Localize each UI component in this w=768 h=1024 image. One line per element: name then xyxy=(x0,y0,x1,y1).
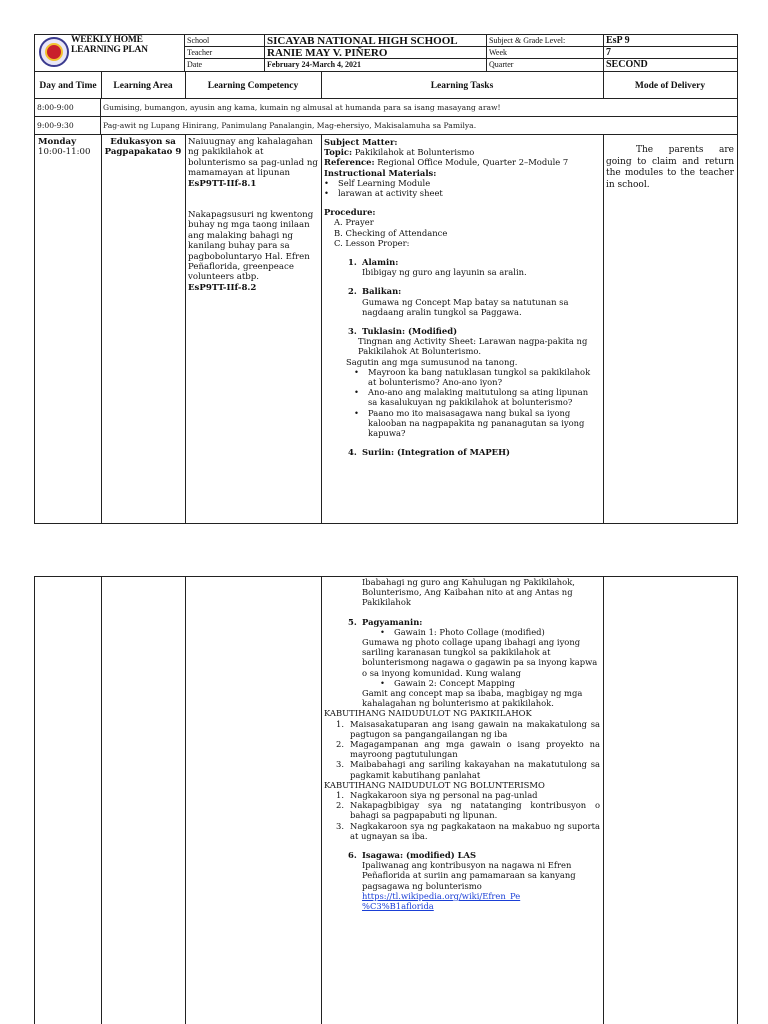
step-text-suriin: Ibabahagi ng guro ang Kahulugan ng Pakikilahok, Bolunterismo, Ang Kaibahan nito at ang Antas ng Pakikilahok xyxy=(362,577,575,608)
list-item: 2. Magagampanan ang mga gawain o isang proyekto na mayroong pagtutulungan xyxy=(336,739,600,760)
step-number: 4. xyxy=(348,447,357,458)
list-item: 1. Maisasakatuparan ang isang gawain na makakatulong sa pagtugon sa pangangailangan ng iba xyxy=(336,718,600,739)
week-label: Week xyxy=(487,47,604,59)
header-row-school xyxy=(185,35,737,47)
step-number: 2. xyxy=(348,286,357,297)
learning-area-cell xyxy=(101,135,185,524)
competency-1: Naiuugnay ang kahalagahan ng pakikilahok at bolunterismo sa pag-unlad ng mamamayan at lipunan xyxy=(188,137,318,179)
tasks-cell xyxy=(321,577,603,1024)
plan-page-1 xyxy=(34,34,738,524)
header-row-teacher xyxy=(185,47,737,59)
column-headers xyxy=(35,71,737,99)
col-day-time: Day and Time xyxy=(39,80,97,91)
step-number: 3. xyxy=(348,326,357,337)
reference-text: Regional Office Module, Quarter 2–Module 7 xyxy=(377,157,569,168)
list-item: • larawan at activity sheet xyxy=(324,188,600,198)
topic-text: Pakikilahok at Bolunterismo xyxy=(354,147,475,158)
pakikilahok-list xyxy=(336,719,600,780)
step-title-tuklasin: Tuklasin: (Modified) xyxy=(362,326,458,337)
step-title-pagyamanin: Pagyamanin: xyxy=(362,616,423,627)
mode-cell: The parents are going to claim and return the modules to the teacher in school. xyxy=(606,145,734,190)
subject-value: EsP 9 xyxy=(606,35,630,46)
teacher-value: RANIE MAY V. PIÑERO xyxy=(265,47,487,59)
day-label: Monday xyxy=(38,137,77,147)
quarter-label: Quarter xyxy=(487,59,604,71)
competency-2: Nakapagsusuri ng kwentong buhay ng mga taong inilaan ang malaking bahagi ng kanilang buhay para sa pagboboluntaryo Hal. Efren Peñaflorida, greenpeace volunteers atbp. xyxy=(188,210,314,283)
date-label: Date xyxy=(185,59,265,71)
list-item: • Gawain 1: Photo Collage (modified) xyxy=(380,627,600,637)
gawain-1-text: Gumawa ng photo collage upang ibahagi ang iyong sariling karanasan tungkol sa pakikilahok at bolunterismong nagawa o gagawin pa sa inyong kapwa o sa inyong komunidad. Kung walang xyxy=(362,637,598,678)
plan-page-2 xyxy=(34,576,738,1024)
competency-cell xyxy=(185,135,321,524)
routine-time: 8:00-9:00 xyxy=(35,99,101,117)
step-number: 6. xyxy=(348,850,357,861)
week-value: 7 xyxy=(606,47,611,58)
step-title-balikan: Balikan: xyxy=(362,286,402,297)
monday-row xyxy=(35,135,737,524)
pakikilahok-heading: KABUTIHANG NAIDUDULOT NG PAKIKILAHOK xyxy=(324,708,532,719)
gawain-1-list xyxy=(380,627,600,637)
list-item: 3. Nagkakaroon sya ng pagkakataon na makabuo ng suporta at ugnayan sa iba. xyxy=(336,820,600,841)
list-item: • Ano-ano ang malaking maitutulong sa ating lipunan sa kasalukuyan ng pakikilahok at bolunterismo? xyxy=(354,387,600,407)
header-row-date xyxy=(185,59,737,71)
header-info-grid xyxy=(185,35,737,71)
school-label: School xyxy=(185,35,265,47)
monday-row-continued xyxy=(35,577,737,1024)
list-item: • Paano mo ito maisasagawa nang bukal sa iyong kalooban na nagpapakita ng pananagutan sa iyong kapuwa? xyxy=(354,408,600,439)
materials-list xyxy=(324,178,600,198)
competency-cell xyxy=(185,577,321,1024)
list-item: • Gawain 2: Concept Mapping xyxy=(380,678,600,688)
gawain-2-text: Gamit ang concept map sa ibaba, magbigay ng mga kahalagahan ng bolunterismo at pakikilahok. xyxy=(362,688,583,709)
procedure-list xyxy=(334,217,600,248)
date-value: February 24-March 4, 2021 xyxy=(265,59,487,71)
competency-code-1: EsP9TT-IIf-8.1 xyxy=(188,178,257,189)
tasks-cell xyxy=(321,135,603,524)
routine-time: 9:00-9:30 xyxy=(35,117,101,135)
procedure-label: Procedure: xyxy=(324,207,376,218)
topic-label: Topic: xyxy=(324,147,353,158)
materials-label: Instructional Materials: xyxy=(324,167,437,178)
reference-label: Reference: xyxy=(324,157,375,168)
logo-cell xyxy=(35,35,185,71)
quarter-value: SECOND xyxy=(606,59,648,70)
plan-header xyxy=(35,35,737,71)
question-list xyxy=(354,367,600,438)
col-competency: Learning Competency xyxy=(207,80,299,91)
day-time-cell xyxy=(35,577,101,1024)
col-mode: Mode of Delivery xyxy=(634,80,706,91)
list-item: A. Prayer xyxy=(334,217,374,228)
mode-cell xyxy=(603,577,737,1024)
wikipedia-link[interactable]: https://tl.wikipedia.org/wiki/Efren_Pe xyxy=(362,890,521,901)
subject-label: Subject & Grade Level: xyxy=(487,35,604,47)
wikipedia-link-cont[interactable]: %C3%B1aflorida xyxy=(362,901,434,912)
plan-title xyxy=(71,35,148,55)
list-item: • Self Learning Module xyxy=(324,178,600,188)
step-text-isagawa: Ipaliwanag ang kontribusyon na nagawa ni Efren Peñaflorida at suriin ang pamamaraan sa kanyang pagsagawa ng bolunterismo xyxy=(362,860,576,891)
day-time-cell xyxy=(35,135,101,524)
plan-title-line1: WEEKLY HOME xyxy=(71,35,143,45)
tuklasin-prompt: Sagutin ang mga sumusunod na tanong. xyxy=(346,356,518,367)
list-item: 2. Nakapagbibigay sya ng natatanging kontribusyon o bahagi sa pagpapabuti ng lipunan. xyxy=(336,800,600,821)
step-title-suriin: Suriin: (Integration of MAPEH) xyxy=(362,447,510,458)
col-learning-area: Learning Area xyxy=(113,80,173,91)
competency-code-2: EsP9TT-IIf-8.2 xyxy=(188,282,257,293)
step-text-alamin: Ibibigay ng guro ang layunin sa aralin. xyxy=(362,267,527,278)
list-item: • Mayroon ka bang natuklasan tungkol sa pakikilahok at bolunterismo? Ano-ano iyon? xyxy=(354,367,600,387)
deped-seal-icon xyxy=(39,37,69,67)
step-number: 5. xyxy=(348,616,357,627)
routine-row xyxy=(35,117,737,135)
bolunterismo-list xyxy=(336,790,600,841)
gawain-2-list xyxy=(380,678,600,688)
list-item: B. Checking of Attendance xyxy=(334,227,448,238)
school-value: SICAYAB NATIONAL HIGH SCHOOL xyxy=(265,35,487,47)
plan-title-line2: LEARNING PLAN xyxy=(71,45,148,55)
routine-desc: Gumising, bumangon, ayusin ang kama, kumain ng almusal at humanda para sa isang masayang araw! xyxy=(103,103,501,112)
list-item: C. Lesson Proper: xyxy=(334,237,410,248)
time-label: 10:00-11:00 xyxy=(38,147,91,158)
list-item: 1. Nagkakaroon siya ng personal na pag-unlad xyxy=(336,790,538,801)
routine-desc: Pag-awit ng Lupang Hinirang, Panimulang Panalangin, Mag-ehersiyo, Makisalamuha sa Pamilya. xyxy=(103,121,477,130)
col-tasks: Learning Tasks xyxy=(430,80,494,91)
step-number: 1. xyxy=(348,257,357,268)
step-text-balikan: Gumawa ng Concept Map batay sa natutunan sa nagdaang aralin tungkol sa Paggawa. xyxy=(362,296,569,317)
step-title-isagawa: Isagawa: (modified) LAS xyxy=(362,850,477,861)
step-text-tuklasin: Tingnan ang Activity Sheet: Larawan nagpa-pakita ng Pakikilahok At Bolunterismo. xyxy=(358,336,588,357)
learning-area-cell xyxy=(101,577,185,1024)
bolunterismo-heading: KABUTIHANG NAIDUDULOT NG BOLUNTERISMO xyxy=(324,779,545,790)
subject-matter-label: Subject Matter: xyxy=(324,137,398,147)
routine-row xyxy=(35,99,737,117)
learning-area-text: Edukasyon sa Pagpapakatao 9 xyxy=(104,137,182,158)
list-item: 3. Maibabahagi ang sariling kakayahan na makatutulong sa pagkamit kabutihang panlahat xyxy=(336,759,600,780)
step-title-alamin: Alamin: xyxy=(362,257,399,268)
teacher-label: Teacher xyxy=(185,47,265,59)
